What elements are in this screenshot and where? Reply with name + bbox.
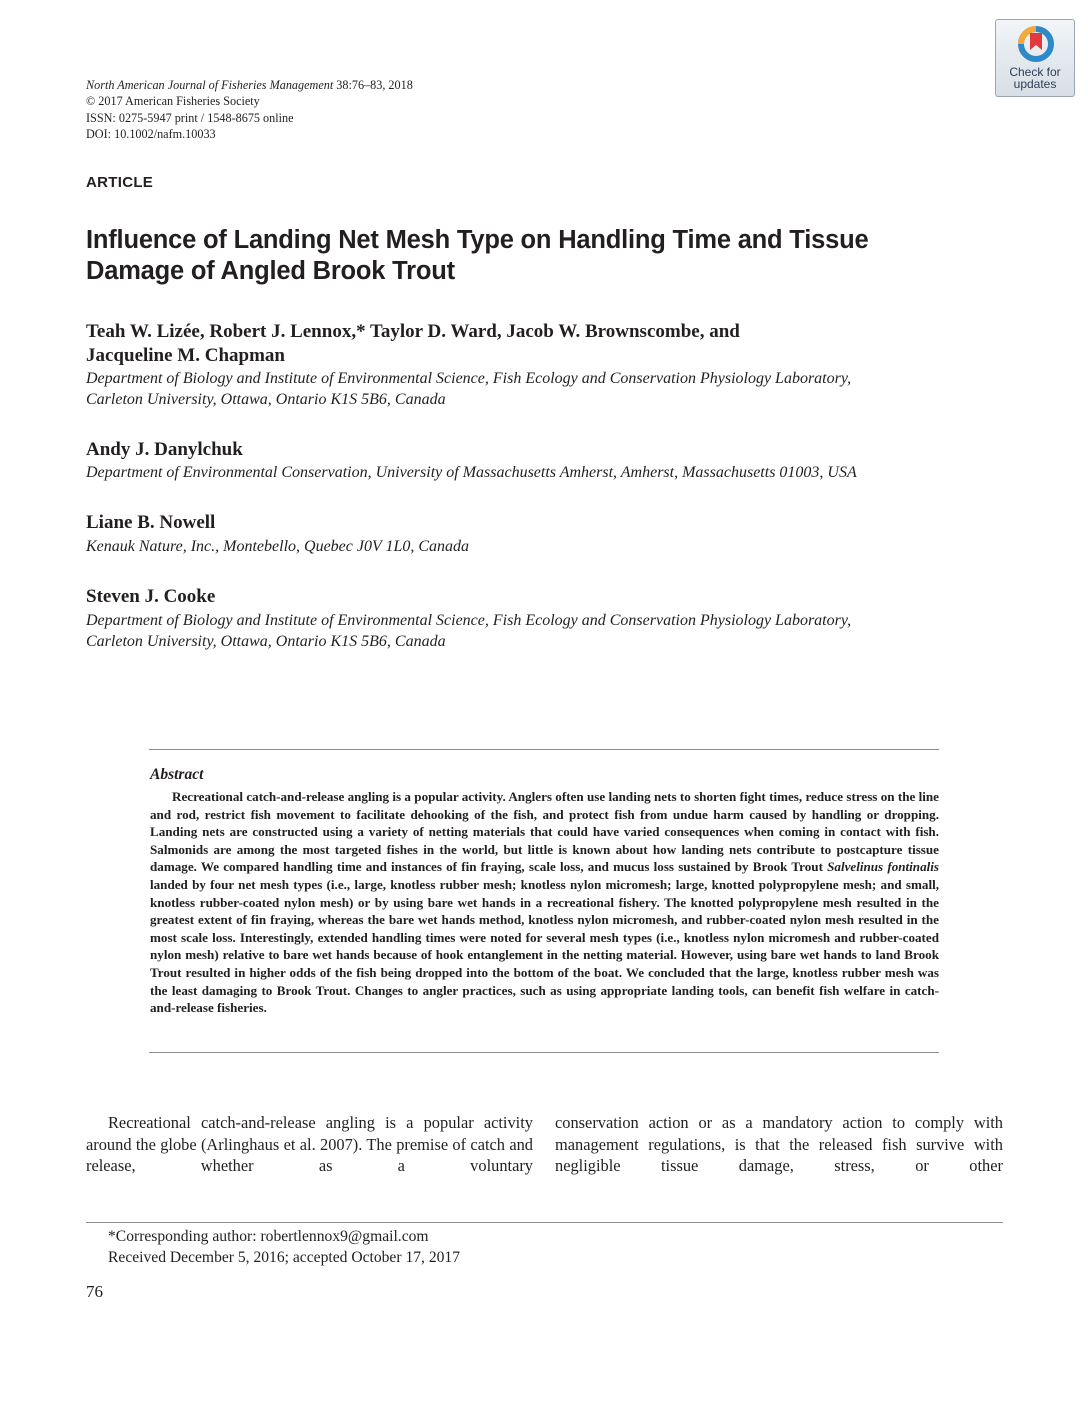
issn-line: ISSN: 0275-5947 print / 1548-8675 online xyxy=(86,110,294,125)
abstract-bottom-rule xyxy=(149,1052,939,1053)
abstract-heading: Abstract xyxy=(150,766,204,783)
affiliation-line: Department of Biology and Institute of Environmental Science, Fish Ecology and Conservation Physiology Laboratory, xyxy=(86,612,852,629)
footnote-rule xyxy=(86,1222,1003,1223)
doi-line: DOI: 10.1002/nafm.10033 xyxy=(86,126,216,141)
title-line-2: Damage of Angled Brook Trout xyxy=(86,257,455,285)
check-for-updates-badge[interactable] xyxy=(995,19,1075,97)
abstract-text xyxy=(150,788,939,1017)
title-line-1: Influence of Landing Net Mesh Type on Handling Time and Tissue xyxy=(86,226,869,254)
abstract-text-part-2: landed by four net mesh types (i.e., large, knotless rubber mesh; knotless nylon micromesh; large, knotted polypropylene mesh; and small, knotless rubber-coated nylon mesh) or by using bare wet hands in a recreational fishery. The knotted polypropylene mesh resulted in the greatest extent of fin fraying, whereas the bare wet hands method, knotless nylon micromesh, and rubber-coated nylon mesh resulted in the most scale loss. Interestingly, extended handling times were noted for several mesh types (i.e., knotless nylon micromesh and rubber-coated nylon mesh) relative to bare wet hands because of hook entanglement in the netting material. However, using bare wet hands to land Brook Trout resulted in higher odds of the fish being dropped into the bottom of the boat. We concluded that the large, knotless rubber mesh was the least damaging to Brook Trout. Changes to angler practices, such as using appropriate landing tools, can benefit fish welfare in catch-and-release fisheries. xyxy=(150,876,939,1016)
species-name: Salvelinus fontinalis xyxy=(827,859,939,875)
body-column-right: conservation action or as a mandatory action to comply with management regulations, is that the released fish survive with negligible tissue damage, stress, or other xyxy=(555,1113,1003,1176)
copyright-line: © 2017 American Fisheries Society xyxy=(86,94,260,109)
affiliation-line: Carleton University, Ottawa, Ontario K1S 5B6, Canada xyxy=(86,633,446,650)
footnote xyxy=(108,1227,460,1268)
author-names-line: Jacqueline M. Chapman xyxy=(86,345,285,366)
journal-name: North American Journal of Fisheries Management xyxy=(86,78,334,92)
abstract-text-part-1: Recreational catch-and-release angling is a popular activity. Anglers often use landing nets to shorten fight times, reduce stress on the line and rod, restrict fish movement to facilitate dehooking of the fish, and protect fish from undue harm caused by handling or dropping. Landing nets are constructed using a variety of netting materials that could have varied consequences when coming in contact with fish. Salmonids are among the most targeted fishes in the world, but little is known about how landing nets contribute to postcapture tissue damage. We compared handling time and instances of fin fraying, scale loss, and mucus loss sustained by Brook Trout xyxy=(150,789,939,875)
journal-metadata xyxy=(86,77,413,142)
received-dates-note: Received December 5, 2016; accepted October 17, 2017 xyxy=(108,1248,461,1266)
corresponding-author-note: *Corresponding author: robertlennox9@gmail.com xyxy=(108,1228,429,1245)
affiliation-group-3: Kenauk Nature, Inc., Montebello, Quebec J0V 1L0, Canada xyxy=(86,538,470,555)
page-number: 76 xyxy=(86,1282,103,1301)
affiliation-line: Department of Biology and Institute of Environmental Science, Fish Ecology and Conservation Physiology Laboratory, xyxy=(86,370,852,387)
affiliation-line: Carleton University, Ottawa, Ontario K1S 5B6, Canada xyxy=(86,391,446,408)
check-for-updates-label xyxy=(996,66,1074,90)
affiliation-group-2: Department of Environmental Conservation, University of Massachusetts Amherst, Amherst, Massachusetts 01003, USA xyxy=(86,464,857,481)
author-names-group-2: Andy J. Danylchuk xyxy=(86,439,243,460)
badge-line-2: updates xyxy=(1013,77,1057,91)
article-type-label: ARTICLE xyxy=(86,174,154,191)
abstract-top-rule xyxy=(149,749,939,750)
check-for-updates-icon xyxy=(1016,24,1056,64)
author-names-group-4: Steven J. Cooke xyxy=(86,586,216,607)
affiliation-group-1 xyxy=(86,368,851,410)
volume-pages: 38:76–83, 2018 xyxy=(333,78,413,92)
article-title xyxy=(86,225,986,287)
author-names-group-3: Liane B. Nowell xyxy=(86,512,216,533)
author-names-group-1 xyxy=(86,320,740,368)
body-column-left: Recreational catch-and-release angling is a popular activity around the globe (Arlinghaus et al. 2007). The premise of catch and release, whether as a voluntary xyxy=(86,1113,533,1176)
author-names-line: Teah W. Lizée, Robert J. Lennox,* Taylor D. Ward, Jacob W. Brownscombe, and xyxy=(86,321,740,342)
badge-line-1: Check for xyxy=(1009,65,1061,79)
affiliation-group-4 xyxy=(86,610,851,652)
citation-line xyxy=(86,77,413,93)
